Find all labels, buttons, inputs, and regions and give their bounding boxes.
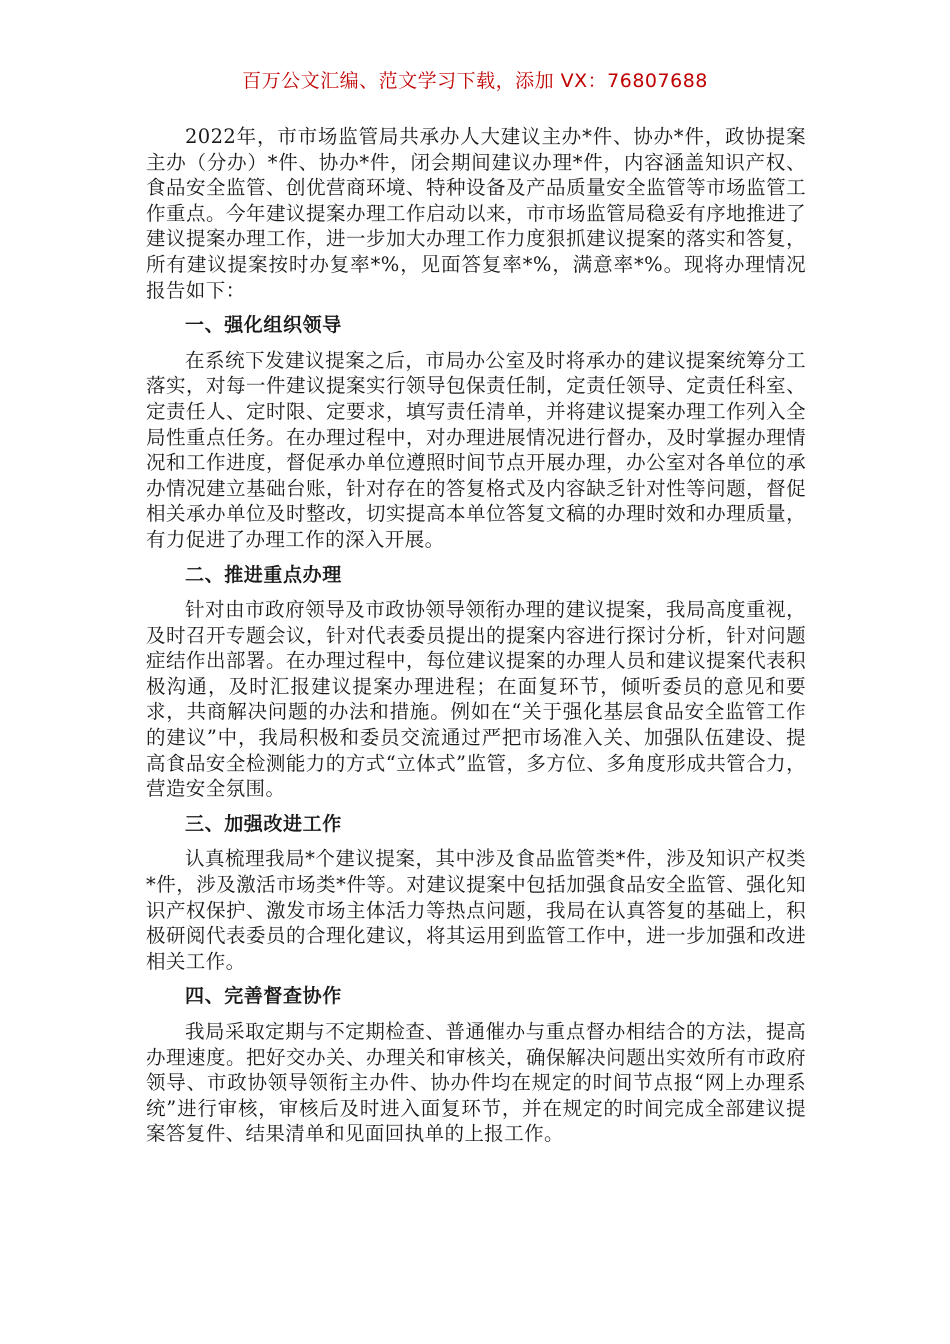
section-body-4: 我局采取定期与不定期检查、普通催办与重点督办相结合的方法，提高办理速度。把好交办关、办理关和审核关，确保解决问题出实效所有市政府领导、市政协领导领衔主办件、协办件均在规定的时间节点报“网上办理系统”进行审核，审核后及时进入面复环节，并在规定的时间完成全部建议提案答复件、结果清单和见面回执单的上报工作。 bbox=[146, 1020, 806, 1146]
section-heading-1: 一、强化组织领导 bbox=[185, 314, 342, 337]
section-heading-3: 三、加强改进工作 bbox=[185, 812, 342, 835]
header-banner: 百万公文汇编、范文学习下载，添加 VX：76807688 bbox=[242, 70, 708, 92]
intro-paragraph: 2022年，市市场监管局共承办人大建议主办*件、协办*件，政协提案主办（分办）*件、协办*件，闭会期间建议办理*件，内容涵盖知识产权、食品安全监管、创优营商环境、特种设备及产品质量安全监管等市场监管工作重点。今年建议提案办理工作启动以来，市市场监管局稳妥有序地推进了建议提案办理工作，进一步加大办理工作力度狠抓建议提案的落实和答复，所有建议提案按时办复率*%，见面答复率*%，满意率*%。现将办理情况报告如下： bbox=[146, 125, 806, 302]
section-body-3: 认真梳理我局*个建议提案，其中涉及食品监管类*件，涉及知识产权类*件，涉及激活市场类*件等。对建议提案中包括加强食品安全监管、强化知识产权保护、激发市场主体活力等热点问题，我局在认真答复的基础上，积极研阅代表委员的合理化建议，将其运用到监管工作中，进一步加强和改进相关工作。 bbox=[146, 847, 806, 973]
section-heading-2: 二、推进重点办理 bbox=[185, 563, 342, 586]
section-body-1: 在系统下发建议提案之后，市局办公室及时将承办的建议提案统筹分工落实，对每一件建议提案实行领导包保责任制，定责任领导、定责任科室、定责任人、定时限、定要求，填写责任清单，并将建议提案办理工作列入全局性重点任务。在办理过程中，对办理进展情况进行督办，及时掌握办理情况和工作进度，督促承办单位遵照时间节点开展办理，办公室对各单位的承办情况建立基础台账，针对存在的答复格式及内容缺乏针对性等问题，督促相关承办单位及时整改，切实提高本单位答复文稿的办理时效和办理质量，有力促进了办理工作的深入开展。 bbox=[146, 348, 806, 551]
section-heading-4: 四、完善督查协作 bbox=[185, 985, 342, 1008]
document-body bbox=[146, 124, 806, 1147]
section-body-2: 针对由市政府领导及市政协领导领衔办理的建议提案，我局高度重视，及时召开专题会议，针对代表委员提出的提案内容进行探讨分析，针对问题症结作出部署。在办理过程中，每位建议提案的办理人员和建议提案代表积极沟通，及时汇报建议提案办理进程；在面复环节，倾听委员的意见和要求，共商解决问题的办法和措施。例如在“关于强化基层食品安全监管工作的建议”中，我局积极和委员交流通过严把市场准入关、加强队伍建设、提高食品安全检测能力的方式“立体式”监管，多方位、多角度形成共管合力，营造安全氛围。 bbox=[146, 598, 806, 801]
